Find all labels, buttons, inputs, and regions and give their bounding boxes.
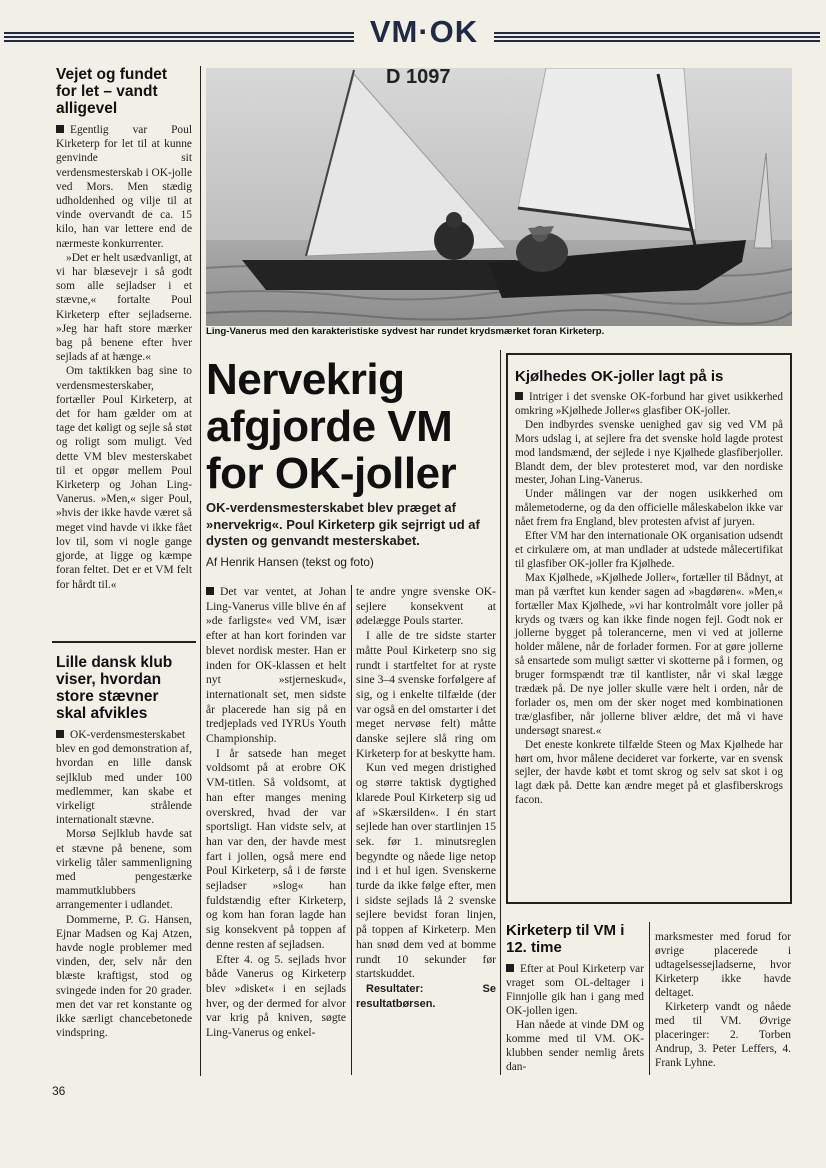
results-note: Resultater: Se resultatbørsen. xyxy=(356,982,496,1010)
sailing-photo xyxy=(206,68,792,326)
column-divider xyxy=(200,66,201,1076)
divider-left xyxy=(52,641,196,643)
main-col1-p1: Det var ventet, at Johan Ling-Vanerus ville blive én af »de farligste« ved VM, især efter at han kort forinden var blevet nordisk mester. Han er inden for OK-klassen et helt nyt »stjerneskud«, internationalt set, men sidste år placerede han sig på en tredjeplads ved IYRUs Youth Championship. xyxy=(206,585,346,746)
bullet-icon xyxy=(206,587,214,595)
article-kirketerp-headline: Kirketerp til VM i 12. time xyxy=(506,922,625,956)
main-col2-p1: te andre yngre svenske OK-sejlere konsekvent at ødelægge Pouls starter. xyxy=(356,585,496,628)
main-headline-line-1: Nervekrig xyxy=(206,355,405,404)
column-divider xyxy=(351,585,352,1075)
article-vejet-p3: Om taktikken bag sine to verdensmesterskaber, fortæller Poul Kirketerp, at det for ham gælder om at tage det køligt og sejle så støt og roligt som muligt. Ved dette VM blev mesterskabet til et opgør mellem Poul Kirketerp og Johan Ling-Vanerus. »Men,« siger Poul, »hvis der ikke havde været så meget vind havde vi ikke fået lov til, som vi nogle gange gjorde, at ligge og kæmpe foran feltet. Det er et VM felt for hårdt til.« xyxy=(56,365,192,591)
article-klub xyxy=(56,654,192,1040)
article-kjolhede xyxy=(515,368,783,808)
sail-number: D 1097 xyxy=(386,68,451,88)
article-klub-p1: OK-verdensmesterskabet blev en god demonstration af, hvordan en lille dansk sejlklub med under 100 medlemmer, kan skabe et virkeligt strålende internationalt stævne. xyxy=(56,729,192,827)
article-kjolhede-p6: Det eneste konkrete tilfælde Steen og Max Kjølhede har hørt om, hvor målene decideret var forkerte, var en svensk sejler, der havde købt et tomt skrog og selv sat skot i og lagt dæk på. Dette kan ændre meget på et glasfiberskrogs facon. xyxy=(515,738,783,807)
header-rule-left xyxy=(4,32,354,43)
bullet-icon xyxy=(56,730,64,738)
column-divider xyxy=(500,350,501,1075)
article-klub-p2: Morsø Sejlklub havde sat et stævne på benene, som virkelig tåler sammenligning med pengestærke mammutklubbers arrangementer i udlandet. xyxy=(56,828,192,912)
article-kjolhede-p1: Intriger i det svenske OK-forbund har givet usikkerhed omkring »Kjølhede Joller«s glasfiber OK-joller. xyxy=(515,391,783,417)
article-kjolhede-p2: Den indbyrdes svenske uenighed gav sig ved VM på Mors udslag i, at sejlere fra det svenske hold lagde protest mod landsmænd, der sejlede i nye Kjølhede glasfiberjoller. Blandt dem, der blev protesteret mod, var den nordiske mester, Johan Ling-Vanerus. xyxy=(515,418,783,487)
article-vejet-headline: Vejet og fundet for let – vandt alligevel xyxy=(56,66,168,117)
main-col-1 xyxy=(206,585,346,1041)
header-rule-right xyxy=(494,32,820,43)
main-col1-p2: I år satsede han meget voldsomt på at erobre OK VM-titlen. Så voldsomt, at han efter manges mening overskred, hvad der var sportsligt. Han vidste selv, at han var den, der havde mest fart i jollen, også mere end Poul Kirketerp, så i de første sejladser »slog« han fuldstændig efter Kirketerp, og kom han foran lagde han sig konsekvent på toppen af denne resten af sejladsen. xyxy=(206,746,346,951)
article-kirketerp-col-2 xyxy=(655,930,791,1070)
column-divider xyxy=(649,922,650,1075)
article-kjolhede-p4: Efter VM har den internationale OK organisation udsendt et cirkulære om, at man undlader at udstede målecertifikat til glasfiber OK-joller fra Kjølhede. xyxy=(515,530,783,570)
article-kjolhede-p5: Max Kjølhede, »Kjølhede Joller«, fortæller til Bådnyt, at man på værftet kun kender sagen ad »bagdøren«. »Men,« fortæller Max Kjølhede, »vi har kontrolmålt vore joller på kryds og tværs og kan ikke finde nogen fejl. Godt nok er jollerne bygget på tolerancerne, men vi ved at jollerne holder målene, når de forlader formen. For at gøre jollerne så ensartede som muligt sætter vi skotterne på i formen, og bruger formspændt træ til kantlister, når vi skal lægge trædæk på. De nye joller skulle være helt i orden, når de forlader os, men om der sker noget med kombinationen træ/glasfiber, når jollerne bliver ældre, det må vi have undersøgt snarest.« xyxy=(515,571,783,737)
photo-caption: Ling-Vanerus med den karakteristiske sydvest har rundet krydsmærket foran Kirketerp. xyxy=(206,326,605,337)
article-kirketerp-p3: marksmester med forud for øvrige placerede i udtagelsessejladserne, hvor Kirketerp ikke havde deltaget. xyxy=(655,931,791,999)
article-kjolhede-p3: Under målingen var der nogen usikkerhed om målemetoderne, og da den officielle måleskabelon ikke var nået frem fra England, blev protesten afvist af juryen. xyxy=(515,488,783,529)
section-title: VM·OK xyxy=(369,14,479,49)
article-kirketerp-col-1 xyxy=(506,922,644,1074)
main-deck: OK-verdensmesterskabet blev præget af »nervekrig«. Poul Kirketerp gik sejrrigt ud af dysten og genvandt mesterskabet. xyxy=(206,500,480,548)
article-klub-headline: Lille dansk klub viser, hvordan store stævner skal afvikles xyxy=(56,654,173,722)
main-headline-line-2: afgjorde VM xyxy=(206,402,453,451)
main-col2-p3: Kun ved megen dristighed og større taktisk dygtighed klarede Poul Kirketerp sig ud af »Skærsilden«. I én start sejlede han over startlinjen 15 sek. før 1. minutsreglen begyndte og nåede lige netop ind i et hul igen. Svenskerne turde da ikke følge efter, men i sidste sejlads lå 2 svenske sejlere bevidst foran linjen, på toppen af Kirketerp. Men han snød dem ved at bomme rundt 10 sekunder før startskuddet. xyxy=(356,761,496,981)
article-klub-p3: Dommerne, P. G. Hansen, Ejnar Madsen og Kaj Atzen, havde nogle problemer med vinden, der, selv når den blæste kraftigst, stod og svingede inden for 20 grader. men det var ret konstante og ikke særligt chancebetonede vindspring. xyxy=(56,913,192,1040)
article-kirketerp-p1: Efter at Poul Kirketerp var vraget som OL-deltager i Finnjolle gik han i gang med OK-jollen igen. xyxy=(506,963,644,1017)
main-col2-p2: I alle de tre sidste starter måtte Poul Kirketerp sno sig rundt i startfeltet for at ryste sine 3–4 svenske forfølgere af sig, og i enkelte tilfælde (der var også en del omstarter i det meget nervøse felt) måtte danske sejlere slå ring om Kirketerp for at beskytte ham. xyxy=(356,629,496,760)
article-vejet-p1: Egentlig var Poul Kirketerp for let til at kunne genvinde sit verdensmesterskab i OK-jolle ved Mors. Men stædig udholdenhed og vilje til at vinde overvandt de ca. 15 kilo, han var lettere end de nærmeste konkurrenter. xyxy=(56,124,193,250)
main-headline xyxy=(206,356,498,497)
article-kirketerp-p2: Han nåede at vinde DM og komme med til VM. OK-klubben sender nemlig årets dan- xyxy=(506,1019,644,1073)
article-kjolhede-headline: Kjølhedes OK-joller lagt på is xyxy=(515,368,724,385)
article-vejet xyxy=(56,66,192,592)
sailboat-illustration xyxy=(206,68,792,326)
main-col-2 xyxy=(356,585,496,1011)
byline: Af Henrik Hansen (tekst og foto) xyxy=(206,555,374,569)
bullet-icon xyxy=(515,392,523,400)
article-kirketerp-p4: Kirketerp vandt og nåede med til VM. Øvrige placeringer: 2. Torben Andrup, 3. Peter Leffers, 4. Frank Lyhne. xyxy=(655,1001,791,1069)
main-col1-p3: Efter 4. og 5. sejlads hvor både Vanerus og Kirketerp blev »disket« i en sejlads hver, og der dermed for alvor var krig på kniven, søgte Ling-Vanerus og enkel- xyxy=(206,952,346,1040)
bullet-icon xyxy=(56,125,64,133)
article-vejet-p2: »Det er helt usædvanligt, at vi har blæsevejr i så godt som alle sejladser i et stævne,« fortalte Poul Kirketerp efter sejladserne. »Jeg har haft store mærker bag på benene efter hver sejlads af at hænge.« xyxy=(56,251,192,364)
page-number: 36 xyxy=(52,1084,66,1098)
main-headline-line-3: for OK-joller xyxy=(206,449,457,498)
bullet-icon xyxy=(506,964,514,972)
